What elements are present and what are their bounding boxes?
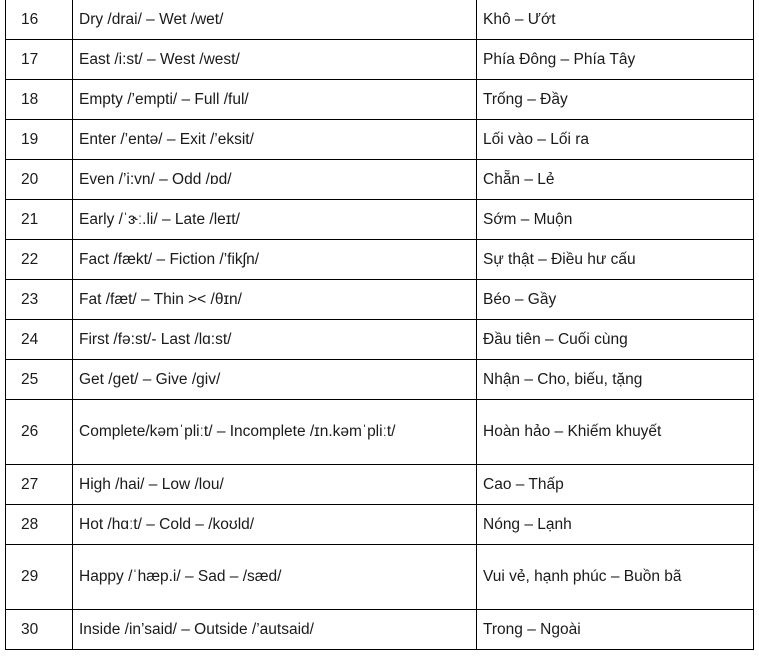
table-row [6, 0, 754, 40]
table-row [6, 240, 754, 280]
table-row [6, 80, 754, 120]
vietnamese-meaning: Béo – Gầy [477, 280, 754, 320]
row-number: 17 [6, 40, 73, 80]
vietnamese-meaning: Nhận – Cho, biếu, tặng [477, 360, 754, 400]
row-number: 24 [6, 320, 73, 360]
row-number: 25 [6, 360, 73, 400]
vietnamese-meaning: Đầu tiên – Cuối cùng [477, 320, 754, 360]
row-number: 18 [6, 80, 73, 120]
english-word-pair: Even /’i:vn/ – Odd /ɒd/ [73, 160, 477, 200]
table-row [6, 200, 754, 240]
table-row [6, 320, 754, 360]
english-word-pair: Fat /fæt/ – Thin >< /θɪn/ [73, 280, 477, 320]
english-word-pair: Inside /in’said/ – Outside /’autsaid/ [73, 610, 477, 650]
table-row [6, 160, 754, 200]
english-word-pair: Dry /drai/ – Wet /wet/ [73, 0, 477, 40]
english-word-pair: East /i:st/ – West /west/ [73, 40, 477, 80]
row-number: 27 [6, 465, 73, 505]
vietnamese-meaning: Sớm – Muộn [477, 200, 754, 240]
row-number: 30 [6, 610, 73, 650]
row-number: 19 [6, 120, 73, 160]
english-word-pair: Happy /ˈhæp.i/ – Sad – /sæd/ [73, 545, 477, 610]
vietnamese-meaning: Cao – Thấp [477, 465, 754, 505]
vietnamese-meaning: Khô – Ướt [477, 0, 754, 40]
table-row [6, 545, 754, 610]
english-word-pair: Hot /hɑːt/ – Cold – /koʊld/ [73, 505, 477, 545]
row-number: 16 [6, 0, 73, 40]
vietnamese-meaning: Phía Đông – Phía Tây [477, 40, 754, 80]
english-word-pair: Enter /’entə/ – Exit /’eksit/ [73, 120, 477, 160]
table-row [6, 40, 754, 80]
table-row [6, 360, 754, 400]
vietnamese-meaning: Nóng – Lạnh [477, 505, 754, 545]
vietnamese-meaning: Trong – Ngoài [477, 610, 754, 650]
table-row [6, 120, 754, 160]
english-word-pair: Early /ˈɝː.li/ – Late /leɪt/ [73, 200, 477, 240]
table-row [6, 610, 754, 650]
english-word-pair: Complete/kəmˈpliːt/ – Incomplete /ɪn.kəmˈpliːt/ [73, 400, 477, 465]
english-word-pair: First /fə:st/- Last /lɑ:st/ [73, 320, 477, 360]
row-number: 22 [6, 240, 73, 280]
row-number: 20 [6, 160, 73, 200]
vietnamese-meaning: Sự thật – Điều hư cấu [477, 240, 754, 280]
english-word-pair: Get /get/ – Give /giv/ [73, 360, 477, 400]
antonym-vocabulary-table [5, 0, 754, 650]
row-number: 21 [6, 200, 73, 240]
table-row [6, 400, 754, 465]
table-row [6, 280, 754, 320]
vietnamese-meaning: Chẵn – Lẻ [477, 160, 754, 200]
table-row [6, 465, 754, 505]
english-word-pair: Fact /fækt/ – Fiction /’fikʃn/ [73, 240, 477, 280]
table-row [6, 505, 754, 545]
vietnamese-meaning: Lối vào – Lối ra [477, 120, 754, 160]
row-number: 29 [6, 545, 73, 610]
row-number: 26 [6, 400, 73, 465]
row-number: 28 [6, 505, 73, 545]
row-number: 23 [6, 280, 73, 320]
vietnamese-meaning: Trống – Đầy [477, 80, 754, 120]
vietnamese-meaning: Vui vẻ, hạnh phúc – Buồn bã [477, 545, 754, 610]
english-word-pair: High /hai/ – Low /lou/ [73, 465, 477, 505]
english-word-pair: Empty /’empti/ – Full /ful/ [73, 80, 477, 120]
vietnamese-meaning: Hoàn hảo – Khiếm khuyết [477, 400, 754, 465]
